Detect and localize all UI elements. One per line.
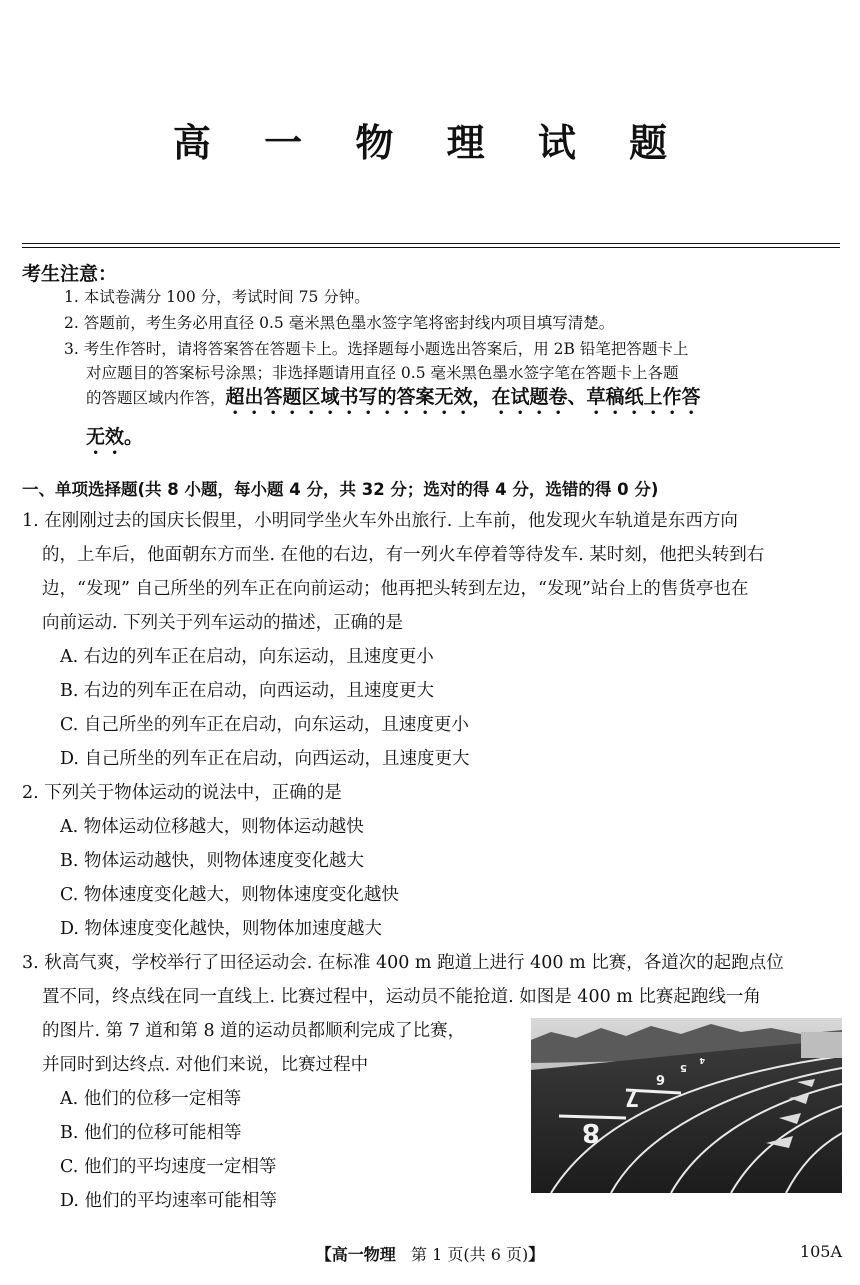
- q1-option-a: A. 右边的列车正在启动，向东运动，且速度更小: [60, 647, 434, 667]
- footer-bracket-open: 【: [315, 1245, 332, 1264]
- lane-number-7: 7: [625, 1087, 639, 1111]
- notice-item-3-line-b: 对应题目的答案标号涂黑；非选择题请用直径 0.5 毫米黑色墨水签字笔在答题卡上各题: [86, 364, 679, 382]
- q1-option-d: D. 自己所坐的列车正在启动，向西运动，且速度更大: [60, 749, 470, 769]
- q3-option-c: C. 他们的平均速度一定相等: [60, 1157, 277, 1177]
- notice-item-2: 2. 答题前，考生务必用直径 0.5 毫米黑色墨水签字笔将密封线内项目填写清楚。: [64, 314, 615, 332]
- q3-option-b: B. 他们的位移可能相等: [60, 1123, 242, 1143]
- notice-item-3-line-d: [64, 425, 840, 459]
- q2-option-b: B. 物体运动越快，则物体速度变化越大: [60, 851, 364, 871]
- header-rule-bottom: [22, 247, 840, 248]
- q3-stem-line-2: 置不同，终点线在同一直线上. 比赛过程中，运动员不能抢道. 如图是 400 m 比赛起跑线一角: [42, 987, 761, 1007]
- running-track-photo: [531, 1018, 842, 1193]
- q3-option-d: D. 他们的平均速率可能相等: [60, 1191, 278, 1211]
- q2-option-d: D. 物体速度变化越快，则物体加速度越大: [60, 919, 383, 939]
- q2-option-a: A. 物体运动位移越大，则物体运动越快: [60, 817, 364, 837]
- notice-item-3-line-c: [64, 385, 840, 419]
- lane-number-8: 8: [581, 1117, 600, 1147]
- q1-stem-line-1: 1. 在刚刚过去的国庆长假里，小明同学坐火车外出旅行. 上车前，他发现火车轨道是东西方向: [22, 511, 738, 531]
- page-footer: [0, 1242, 860, 1265]
- footer-subject: 高一物理: [331, 1245, 396, 1264]
- q3-stem-line-1: 3. 秋高气爽，学校举行了田径运动会. 在标准 400 m 跑道上进行 400 m 比赛，各道次的起跑点位: [22, 953, 784, 973]
- footer-page: 第 1 页(共 6 页): [411, 1245, 529, 1264]
- page-title: 高 一 物 理 试 题: [172, 121, 688, 165]
- footer-bracket-close: 】: [528, 1245, 545, 1264]
- lane-number-6: 6: [655, 1071, 665, 1086]
- q3-stem-line-4: 并同时到达终点. 对他们来说，比赛过程中: [42, 1055, 369, 1075]
- header-rule-top: [22, 243, 840, 244]
- notice-item-3-text: 的答题区域内作答，: [86, 389, 226, 407]
- q1-stem-line-4: 向前运动. 下列关于列车运动的描述，正确的是: [42, 613, 404, 633]
- paper-code: 105A: [799, 1242, 842, 1261]
- notice-item-3: [64, 337, 840, 459]
- q1-stem-line-3: 边，“发现” 自己所坐的列车正在向前运动；他再把头转到左边，“发现”站台上的售货亭也在: [42, 579, 749, 599]
- q3-stem-line-3: 的图片. 第 7 道和第 8 道的运动员都顺利完成了比赛，: [42, 1021, 466, 1041]
- lane-number-5: 5: [680, 1062, 687, 1073]
- section-heading: 一、单项选择题(共 8 小题，每小题 4 分，共 32 分；选对的得 4 分，选错的得 0 分): [22, 480, 659, 499]
- notice-emphasis-2: 无效。: [86, 426, 144, 448]
- notice-item-1: 1. 本试卷满分 100 分，考试时间 75 分钟。: [64, 288, 370, 306]
- q1-stem-line-2: 的，上车后，他面朝东方而坐. 在他的右边，有一列火车停着等待发车. 某时刻，他把头转到右: [42, 545, 765, 565]
- q1-option-c: C. 自己所坐的列车正在启动，向东运动，且速度更小: [60, 715, 469, 735]
- q2-stem: 2. 下列关于物体运动的说法中，正确的是: [22, 783, 342, 803]
- notice-item-3-line-a: 3. 考生作答时，请将答案答在答题卡上。选择题每小题选出答案后，用 2B 铅笔把答题卡上: [64, 340, 689, 358]
- lane-number-4: 4: [699, 1056, 705, 1065]
- q2-option-c: C. 物体速度变化越大，则物体速度变化越快: [60, 885, 399, 905]
- notice-heading: 考生注意：: [22, 263, 118, 285]
- photo-building: [801, 1032, 842, 1058]
- q1-option-b: B. 右边的列车正在启动，向西运动，且速度更大: [60, 681, 434, 701]
- notice-emphasis-1: 超出答题区域书写的答案无效，在试题卷、草稿纸上作答: [225, 386, 701, 408]
- q3-option-a: A. 他们的位移一定相等: [60, 1089, 242, 1109]
